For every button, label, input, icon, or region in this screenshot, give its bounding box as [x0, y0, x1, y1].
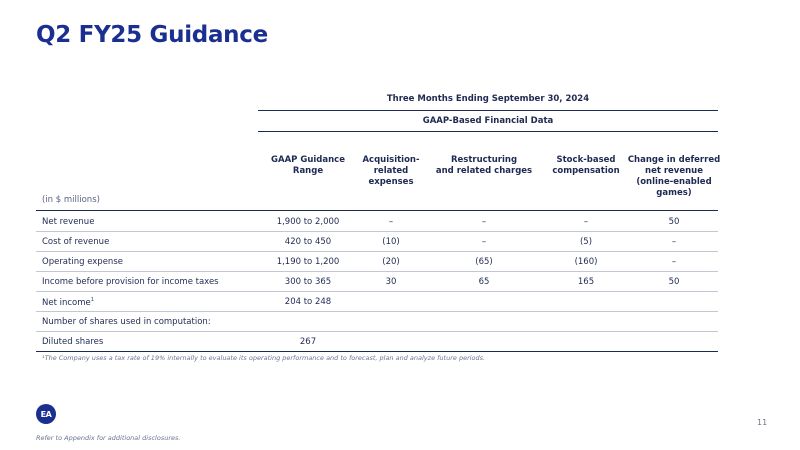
column-header-line: games) — [656, 188, 692, 198]
header-divider — [258, 110, 718, 111]
column-header — [624, 155, 724, 199]
table-cell: 267 — [299, 337, 317, 347]
column-header-line: Range — [292, 166, 324, 176]
row-label-text: Operating expense — [42, 257, 123, 267]
table-cell: 420 to 450 — [284, 237, 332, 247]
table-cell: – — [671, 237, 677, 247]
table-cell: 1,190 to 1,200 — [276, 257, 340, 267]
units-label: (in $ millions) — [42, 195, 100, 205]
table-cell: – — [481, 237, 487, 247]
row-label — [42, 257, 123, 267]
column-header-line: Stock-based — [556, 155, 616, 165]
table-cell: (5) — [579, 237, 593, 247]
row-label-text: Net revenue — [42, 217, 95, 227]
table-row — [36, 332, 718, 352]
row-label-text: Net income — [42, 297, 91, 308]
footnote-marker: 1 — [90, 297, 94, 303]
column-header-line: Restructuring — [450, 155, 518, 165]
row-label — [42, 317, 211, 327]
page-number: 11 — [757, 418, 768, 427]
table-row — [36, 232, 718, 252]
column-header — [356, 155, 426, 188]
ea-logo-icon: EA — [36, 404, 56, 424]
row-label-text: Diluted shares — [42, 337, 104, 347]
table-cell: 204 to 248 — [284, 297, 332, 307]
row-label — [42, 297, 94, 308]
table-row — [36, 252, 718, 272]
table-cell: 1,900 to 2,000 — [276, 217, 340, 227]
table-row — [36, 272, 718, 292]
table-cell: (65) — [475, 257, 493, 267]
header-divider — [258, 131, 718, 132]
table-cell: – — [388, 217, 394, 227]
row-divider — [36, 351, 718, 352]
table-row — [36, 212, 718, 232]
column-header — [263, 155, 353, 177]
column-header — [546, 155, 626, 177]
period-header: Three Months Ending September 30, 2024 — [386, 94, 590, 104]
table-cell: (160) — [574, 257, 598, 267]
column-header — [429, 155, 539, 177]
table-cell: 50 — [668, 217, 680, 227]
page-title: Q2 FY25 Guidance — [36, 22, 268, 48]
table-row — [36, 292, 718, 312]
table-cell: 165 — [577, 277, 595, 287]
row-label-text: Number of shares used in computation: — [42, 317, 211, 327]
column-header-line: (online-enabled — [636, 177, 712, 187]
table-row — [36, 312, 718, 332]
table-cell: (20) — [382, 257, 400, 267]
table-cell: – — [481, 217, 487, 227]
table-cell: 30 — [385, 277, 397, 287]
row-label — [42, 277, 219, 287]
row-label-text: Income before provision for income taxes — [42, 277, 219, 287]
row-label-text: Cost of revenue — [42, 237, 110, 247]
column-header-line: net revenue — [645, 166, 703, 176]
column-header-line: Acquisition- — [362, 155, 420, 165]
table-cell: – — [671, 257, 677, 267]
table-cell: 65 — [478, 277, 490, 287]
table-cell: 50 — [668, 277, 680, 287]
row-label — [42, 217, 94, 227]
row-label — [42, 237, 109, 247]
table-cell: – — [583, 217, 589, 227]
column-header-line: GAAP Guidance — [271, 155, 345, 165]
column-header-line: expenses — [368, 177, 414, 187]
table-cell: 300 to 365 — [284, 277, 332, 287]
footnote: ¹The Company uses a tax rate of 19% internally to evaluate its operating performance and to forecast, plan and analyze future periods. — [42, 354, 486, 362]
column-header-line: Change in deferred — [627, 155, 721, 165]
row-label — [42, 337, 103, 347]
table-top-rule — [36, 210, 718, 211]
column-header-line: and related charges — [435, 166, 533, 176]
group-header: GAAP-Based Financial Data — [422, 116, 554, 126]
column-header-line: related — [373, 166, 409, 176]
disclosure-note: Refer to Appendix for additional disclosures. — [36, 434, 181, 442]
table-cell: (10) — [382, 237, 400, 247]
column-header-line: compensation — [552, 166, 620, 176]
